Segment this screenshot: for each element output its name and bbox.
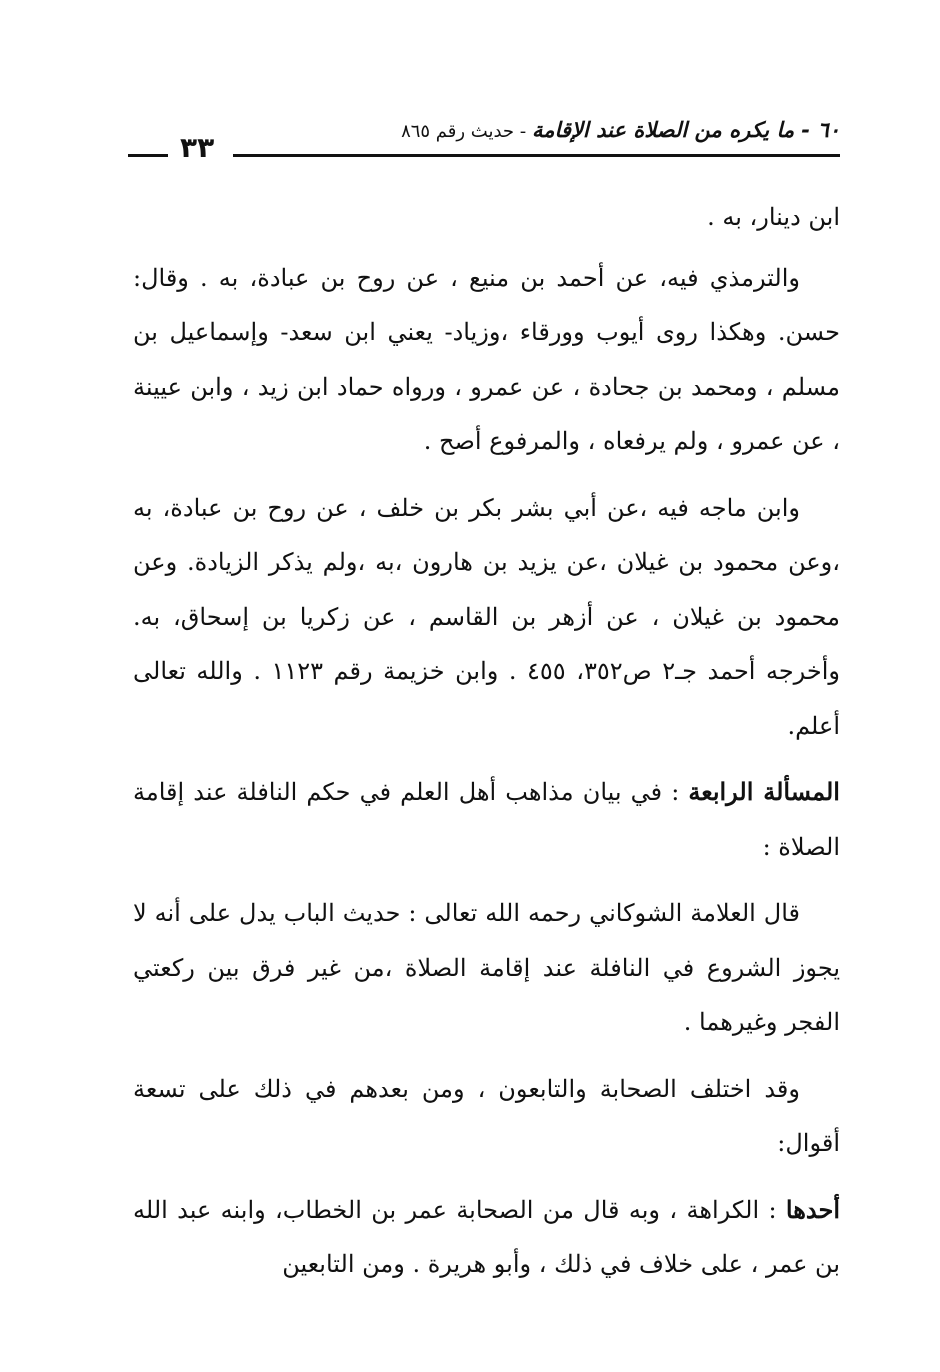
header-rule: [233, 154, 840, 157]
chapter-title: [401, 118, 840, 142]
paragraph-text: : الكراهة ، وبه قال من الصحابة عمر بن الخطاب، وابنه عبد الله بن عمر ، على خلاف في ذلك ، وأبو هريرة . ومن التابعين: [133, 1195, 840, 1278]
paragraph: [133, 886, 840, 1050]
chapter-title-text: ٦٠ - ما يكره من الصلاة عند الإقامة: [532, 118, 840, 142]
body-text: [133, 190, 840, 1304]
paragraph: [133, 1062, 840, 1171]
paragraph: [133, 481, 840, 754]
paragraph: [133, 251, 840, 469]
paragraph-text: وقد اختلف الصحابة والتابعون ، ومن بعدهم في ذلك على تسعة أقوال:: [133, 1074, 840, 1157]
paragraph-text: قال العلامة الشوكاني رحمه الله تعالى : حديث الباب يدل على أنه لا يجوز الشروع في النافلة عند إقامة الصلاة ،من غير فرق بين ركعتي الفجر وغيرهما .: [133, 899, 840, 1036]
paragraph: [133, 1183, 840, 1292]
paragraph-text: : في بيان مذاهب أهل العلم في حكم النافلة عند إقامة الصلاة :: [133, 778, 840, 861]
paragraph-lead: المسألة الرابعة: [688, 777, 840, 806]
page-number: ٣٣: [180, 131, 215, 164]
page-header: [128, 112, 840, 172]
paragraph: [133, 765, 840, 874]
paragraph-text: ابن دينار، به .: [707, 203, 840, 231]
hadith-reference: - حديث رقم ٨٦٥: [401, 121, 532, 142]
paragraph-text: والترمذي فيه، عن أحمد بن منيع ، عن روح بن عبادة، به . وقال: حسن. وهكذا روى أيوب وورقاء ،وزياد- يعني ابن سعد- وإسماعيل بن مسلم ، ومحمد بن جحادة ، عن عمرو ، ورواه حماد ابن زيد ، وابن عيينة ، عن عمرو ، ولم يرفعاه ، والمرفوع أصح .: [133, 263, 840, 455]
header-rule-short: [128, 154, 168, 157]
paragraph-lead: أحدها: [785, 1194, 840, 1224]
paragraph-text: وابن ماجه فيه ،عن أبي بشر بكر بن خلف ، عن روح بن عبادة، به ،وعن محمود بن غيلان ،عن يزيد بن هارون ،به ،ولم يذكر الزيادة. وعن محمود بن غيلان ، عن أزهر بن القاسم ، عن زكريا بن إسحاق، به. وأخرجه أحمد جـ٢ ص٣٥٢، ٤٥٥ . وابن خزيمة رقم ١١٢٣ . والله تعالى أعلم.: [133, 493, 841, 740]
paragraph: [133, 190, 840, 245]
